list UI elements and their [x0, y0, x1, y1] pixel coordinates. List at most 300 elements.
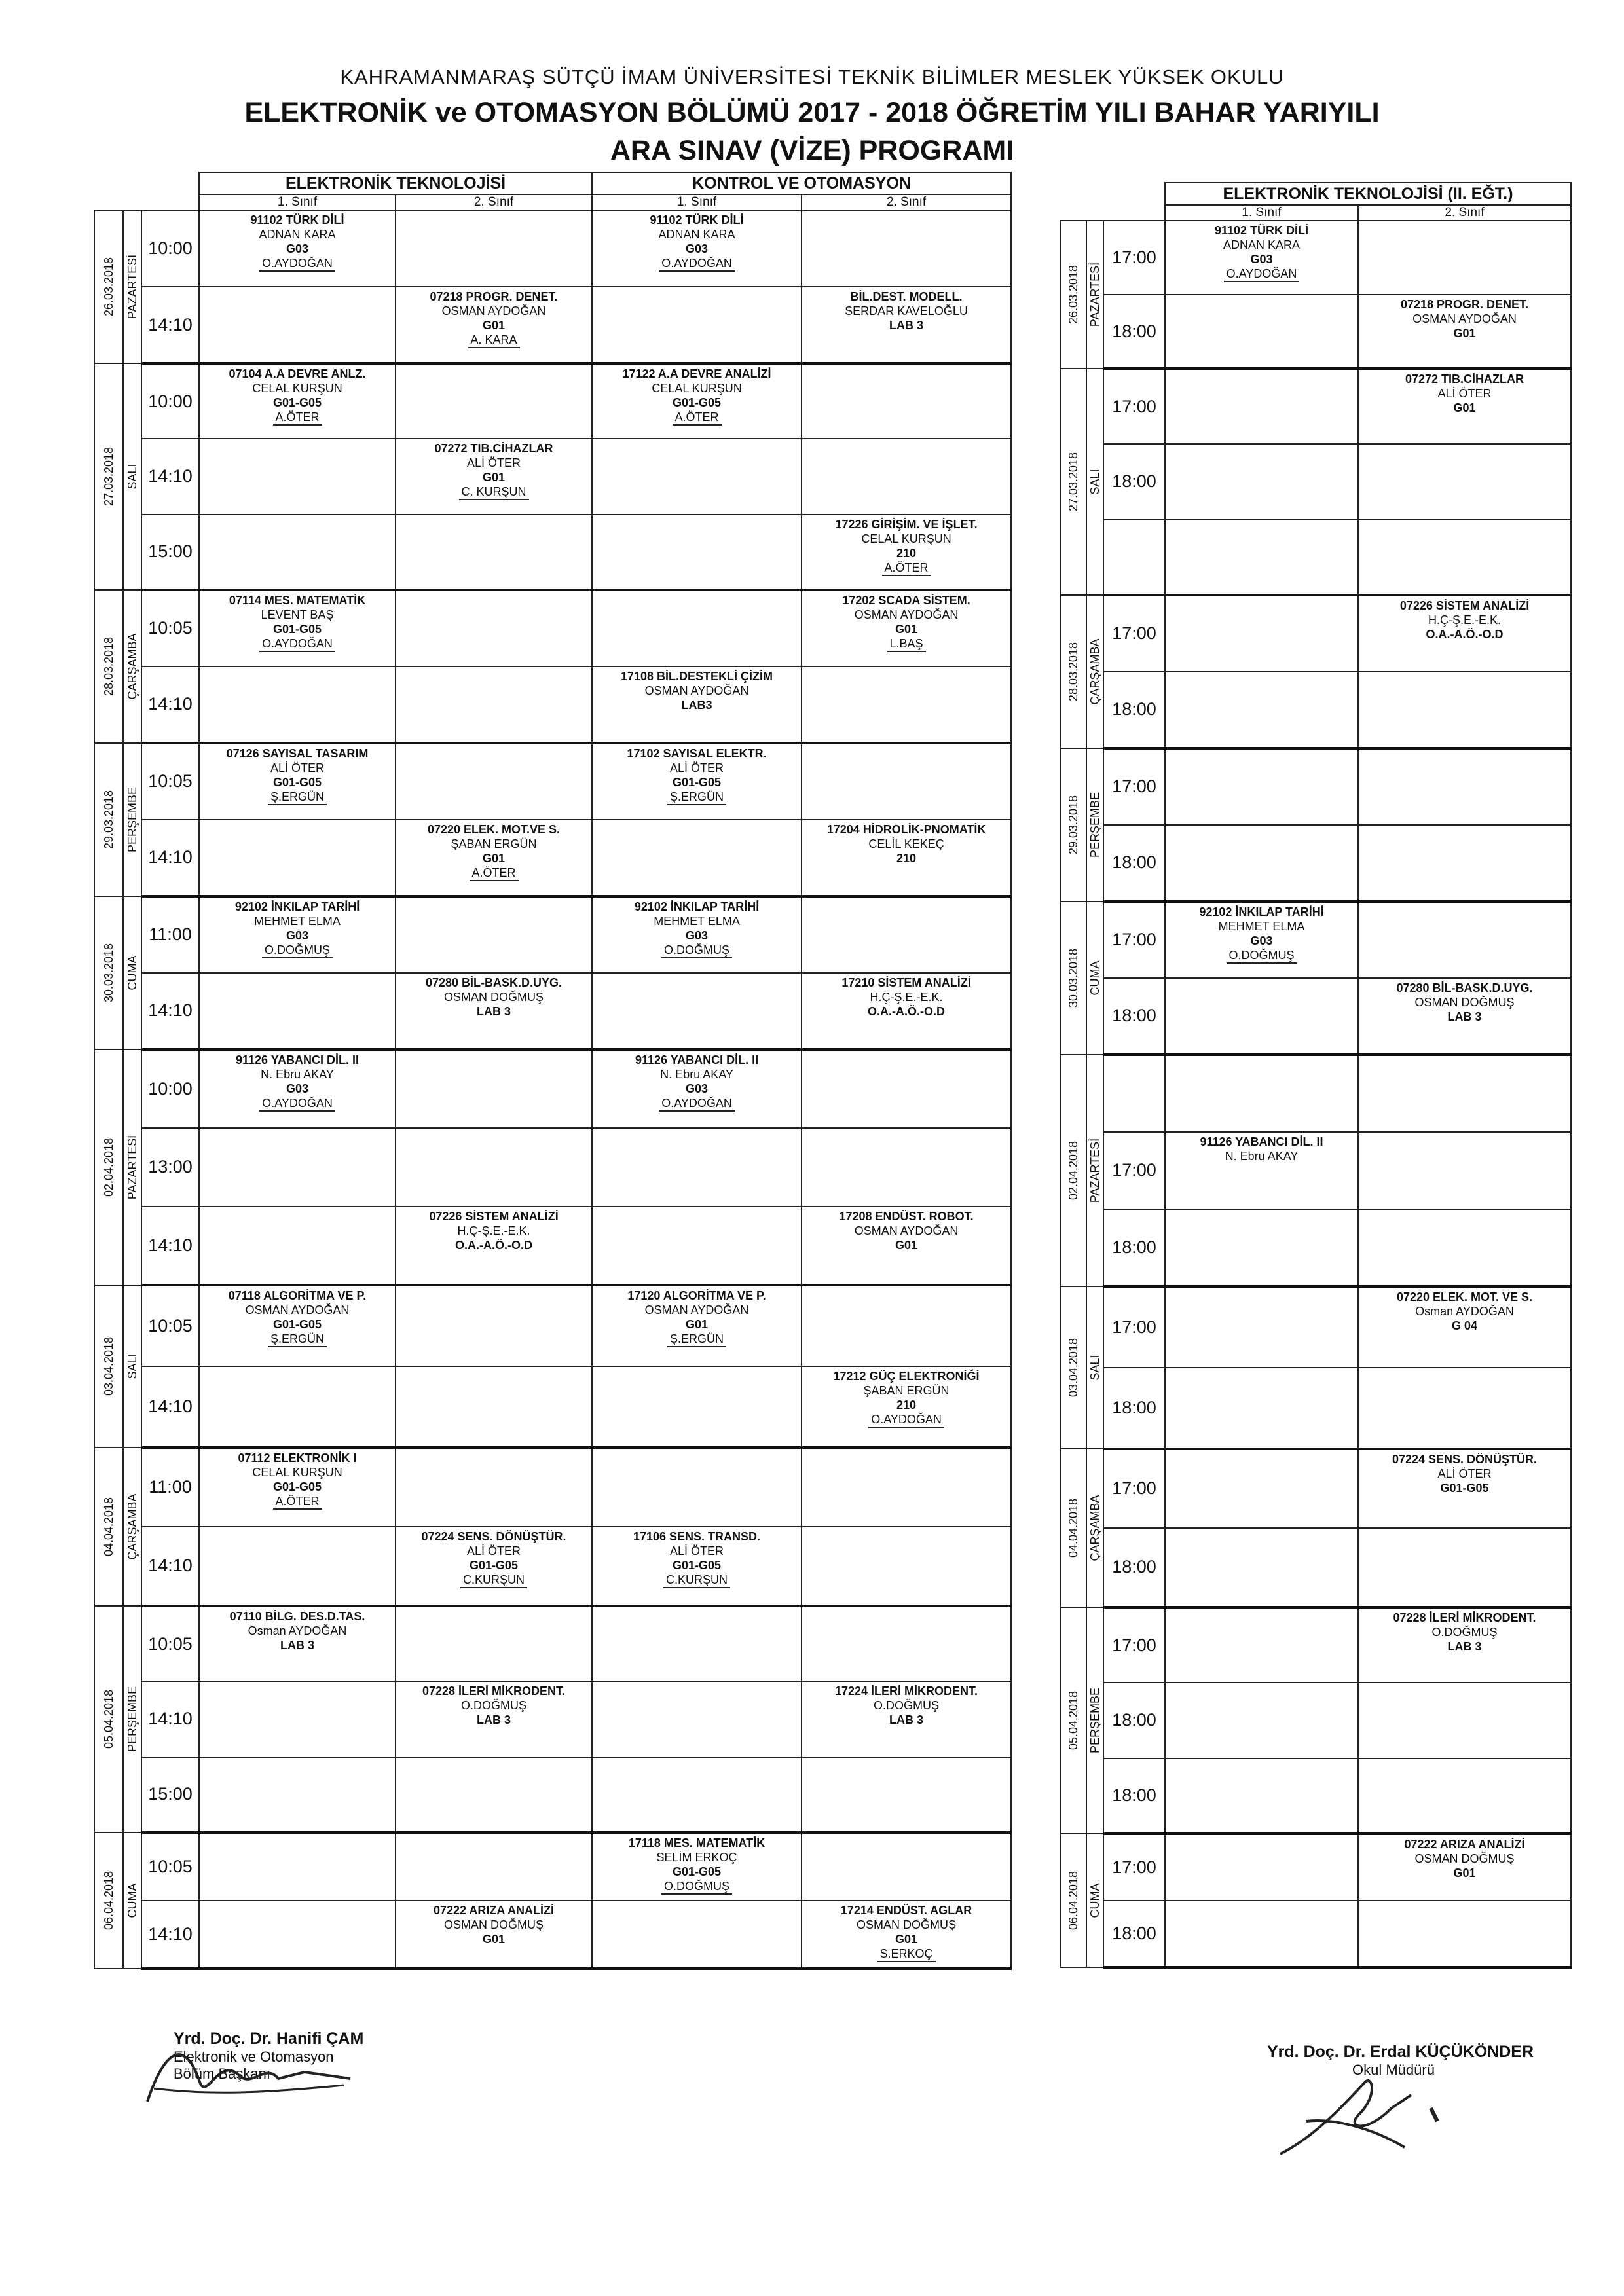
course-code-name: 07228 İLERİ MİKRODENT. [1393, 1611, 1536, 1624]
exam-weekday-label: PAZARTESİ [1088, 262, 1101, 327]
course-code-name: 17204 HİDROLİK-PNOMATİK [826, 822, 986, 836]
exam-cell [199, 590, 396, 666]
exam-room: G01 [1453, 327, 1476, 340]
teacher-name: H.Ç-Ş.E.-E.K. [457, 1224, 530, 1237]
exam-time: 17:00 [1103, 369, 1165, 444]
empty-exam-cell [802, 666, 1011, 743]
exam-weekday [123, 1832, 141, 1969]
course-code-name: 91102 TÜRK DİLİ [650, 213, 744, 227]
proctor-line [200, 256, 395, 272]
schedule-row [94, 1832, 1011, 1901]
signatory-title-right: Okul Müdürü [1352, 2062, 1435, 2078]
course-code-name: 91102 TÜRK DİLİ [1214, 224, 1309, 237]
empty-exam-cell [1358, 520, 1571, 595]
empty-exam-cell [802, 210, 1011, 287]
teacher-name: ADNAN KARA [1223, 238, 1301, 251]
teacher-name: ALİ ÖTER [1437, 1467, 1492, 1480]
exam-date-label: 02.04.2018 [102, 1137, 115, 1197]
exam-date [1060, 1055, 1086, 1286]
proctor-line [1166, 948, 1357, 964]
course-code-name: 07220 ELEK. MOT.VE S. [427, 822, 561, 836]
exam-time: 14:10 [141, 287, 199, 363]
teacher-name: OSMAN DOĞMUŞ [1414, 995, 1515, 1009]
empty-exam-cell [592, 820, 802, 896]
schedule-row [1060, 825, 1571, 902]
teacher-name: OSMAN AYDOĞAN [854, 608, 959, 621]
course-code-name: 07224 SENS. DÖNÜŞTÜR. [421, 1529, 566, 1543]
teacher-name: OSMAN AYDOĞAN [854, 1224, 959, 1237]
proctor-name: O.DOĞMUŞ [1227, 948, 1297, 964]
exam-room: LAB 3 [889, 1713, 924, 1727]
course-code-name: 17208 ENDÜST. ROBOT. [839, 1209, 974, 1223]
exam-cell [199, 1049, 396, 1128]
exam-time: 18:00 [1103, 672, 1165, 748]
exam-cell [199, 896, 396, 973]
proctor-name: O.AYDOĞAN [259, 636, 335, 652]
exam-date [1060, 748, 1086, 902]
exam-cell [802, 515, 1011, 590]
exam-cell [592, 1285, 802, 1366]
empty-exam-cell [592, 1606, 802, 1681]
empty-exam-cell [1358, 1758, 1571, 1834]
empty-exam-cell [802, 1285, 1011, 1366]
empty-exam-cell [1165, 1683, 1358, 1758]
exam-date [94, 1285, 123, 1448]
empty-exam-cell [396, 1606, 592, 1681]
empty-exam-cell [199, 1128, 396, 1207]
exam-cell [199, 1285, 396, 1366]
institution-name: KAHRAMANMARAŞ SÜTÇÜ İMAM ÜNİVERSİTESİ TEKNİK BİLİMLER MESLEK YÜKSEK OKULU [340, 65, 1284, 88]
exam-weekday [1086, 1607, 1103, 1834]
exam-cell [592, 363, 802, 439]
exam-cell [199, 1606, 396, 1681]
exam-weekday-label: ÇARŞAMBA [1088, 638, 1101, 705]
signatory-name-right: Yrd. Doç. Dr. Erdal KÜÇÜKÖNDER [1267, 2043, 1534, 2061]
empty-exam-cell [396, 896, 592, 973]
empty-exam-cell [1165, 1528, 1358, 1607]
empty-exam-cell [802, 1128, 1011, 1207]
schedule-row [94, 210, 1011, 287]
proctor-name: A.ÖTER [673, 410, 722, 426]
exam-room: G01 [483, 471, 506, 484]
empty-exam-cell [1165, 444, 1358, 519]
exam-date [1060, 1286, 1086, 1449]
teacher-name: N. Ebru AKAY [261, 1067, 334, 1081]
schedule-row [94, 1681, 1011, 1757]
schedule-row [1060, 1834, 1571, 1901]
course-code-name: 07272 TIB.CİHAZLAR [1405, 373, 1524, 386]
handwritten-signature-right [1267, 2056, 1477, 2174]
proctor-line [396, 866, 591, 881]
teacher-name: SERDAR KAVELOĞLU [845, 304, 968, 318]
teacher-name: OSMAN AYDOĞAN [245, 1303, 350, 1317]
exam-weekday [1086, 1286, 1103, 1449]
schedule-row [1060, 1683, 1571, 1758]
teacher-name: Osman AYDOĞAN [248, 1624, 347, 1637]
exam-room: G01 [686, 1317, 709, 1331]
exam-date [94, 363, 123, 590]
teacher-name: H.Ç-Ş.E.-E.K. [870, 990, 943, 1004]
proctor-line [200, 410, 395, 426]
exam-weekday-label: SALI [1088, 469, 1101, 495]
exam-date [1060, 902, 1086, 1055]
proctor-name: S.ERKOÇ [877, 1946, 936, 1962]
proctor-line [396, 484, 591, 500]
exam-date [94, 590, 123, 743]
course-code-name: 07226 SİSTEM ANALİZİ [429, 1209, 559, 1223]
exam-weekday-label: SALI [1088, 1355, 1101, 1381]
class-header: 2. Sınıf [396, 194, 592, 210]
teacher-name: ŞABAN ERGÜN [451, 837, 537, 850]
exam-room: G01-G05 [673, 775, 722, 789]
exam-weekday [1086, 595, 1103, 748]
empty-exam-cell [199, 666, 396, 743]
exam-time: 14:10 [141, 1681, 199, 1757]
exam-cell [1358, 369, 1571, 444]
exam-time: 10:05 [141, 1832, 199, 1901]
proctor-name: O.AYDOĞAN [659, 1096, 735, 1112]
empty-exam-cell [1358, 672, 1571, 748]
course-code-name: 17106 SENS. TRANSD. [633, 1529, 761, 1543]
exam-cell [199, 1448, 396, 1527]
exam-time: 17:00 [1103, 1286, 1165, 1368]
proctor-line [593, 1332, 801, 1347]
course-code-name: 07218 PROGR. DENET. [430, 290, 558, 303]
schedule-row [94, 1366, 1011, 1448]
exam-room: G01-G05 [272, 775, 322, 789]
proctor-name: A.ÖTER [273, 410, 322, 426]
exam-date-label: 30.03.2018 [102, 943, 115, 1003]
course-code-name: 07112 ELEKTRONİK I [238, 1451, 357, 1465]
schedule-row [94, 973, 1011, 1049]
empty-exam-cell [802, 896, 1011, 973]
empty-exam-cell [1358, 1368, 1571, 1449]
exam-cell [396, 1681, 592, 1757]
exam-room: G01 [1453, 401, 1476, 414]
exam-room: 210 [896, 851, 917, 865]
exam-cell [396, 1207, 592, 1285]
exam-date-label: 02.04.2018 [1067, 1140, 1080, 1201]
exam-room: G01-G05 [272, 622, 322, 636]
proctor-name: O.DOĞMUŞ [661, 1879, 732, 1895]
teacher-name: ALİ ÖTER [270, 761, 325, 774]
course-code-name: 07110 BİLG. DES.D.TAS. [229, 1609, 365, 1623]
exam-cell [592, 666, 802, 743]
exam-room: G01 [483, 319, 506, 332]
proctor-line [802, 636, 1010, 652]
teacher-name: MEHMET ELMA [1218, 919, 1305, 933]
exam-weekday [123, 363, 141, 590]
exam-room: O.A.-A.Ö.-O.D [455, 1238, 533, 1252]
exam-time: 11:00 [141, 1448, 199, 1527]
exam-time: 14:10 [141, 820, 199, 896]
exam-time: 18:00 [1103, 825, 1165, 902]
exam-room: 210 [896, 1398, 917, 1412]
exam-date-label: 28.03.2018 [102, 636, 115, 697]
exam-cell [592, 743, 802, 820]
exam-cell [1358, 1286, 1571, 1368]
exam-room: LAB 3 [477, 1713, 511, 1727]
course-code-name: 91126 YABANCI DİL. II [635, 1053, 759, 1066]
exam-cell [1358, 1607, 1571, 1683]
exam-time: 18:00 [1103, 444, 1165, 519]
empty-exam-cell [1165, 672, 1358, 748]
signatory-title-left-2: Bölüm Başkanı [174, 2066, 270, 2082]
teacher-name: OSMAN AYDOĞAN [441, 304, 546, 318]
teacher-name: LEVENT BAŞ [261, 608, 334, 621]
course-code-name: 07228 İLERİ MİKRODENT. [422, 1685, 566, 1698]
document-title: ELEKTRONİK ve OTOMASYON BÖLÜMÜ 2017 - 2018 ÖĞRETİM YILI BAHAR YARIYILI [244, 97, 1380, 128]
empty-exam-cell [199, 1527, 396, 1606]
exam-date-label: 29.03.2018 [102, 790, 115, 850]
proctor-line [200, 1096, 395, 1112]
teacher-name: CELAL KURŞUN [252, 382, 342, 395]
course-code-name: 91102 TÜRK DİLİ [250, 213, 344, 227]
teacher-name: OSMAN AYDOĞAN [644, 683, 749, 697]
exam-room: G03 [286, 928, 309, 942]
empty-exam-cell [1165, 1209, 1358, 1286]
empty-exam-cell [1358, 825, 1571, 902]
exam-cell [802, 973, 1011, 1049]
exam-room: G01-G05 [272, 1317, 322, 1331]
exam-room: G03 [686, 242, 709, 255]
course-code-name: 17210 SİSTEM ANALİZİ [841, 975, 971, 989]
group-header-elektronik: ELEKTRONİK TEKNOLOJİSİ [199, 172, 592, 194]
exam-cell [802, 1901, 1011, 1969]
proctor-name: Ş.ERGÜN [268, 1332, 327, 1347]
proctor-name: A.ÖTER [882, 560, 931, 576]
exam-cell [199, 210, 396, 287]
teacher-name: O.DOĞMUŞ [874, 1699, 940, 1713]
teacher-name: ŞABAN ERGÜN [863, 1383, 950, 1397]
exam-cell [802, 1207, 1011, 1285]
exam-time: 14:10 [141, 1207, 199, 1285]
exam-room: G01-G05 [673, 1558, 722, 1572]
empty-exam-cell [396, 1049, 592, 1128]
empty-exam-cell [592, 590, 802, 666]
exam-date-label: 04.04.2018 [1067, 1498, 1080, 1558]
empty-exam-cell [396, 363, 592, 439]
course-code-name: 17226 GİRİŞİM. VE İŞLET. [835, 517, 978, 531]
empty-exam-cell [1165, 1286, 1358, 1368]
course-code-name: 07220 ELEK. MOT. VE S. [1396, 1290, 1533, 1303]
exam-time: 10:05 [141, 1285, 199, 1366]
empty-exam-cell [802, 1757, 1011, 1832]
schedule-row [1060, 672, 1571, 748]
empty-exam-cell [199, 287, 396, 363]
empty-exam-cell [396, 1832, 592, 1901]
proctor-name: L.BAŞ [887, 636, 926, 652]
empty-exam-cell [802, 1527, 1011, 1606]
teacher-name: MEHMET ELMA [254, 914, 341, 928]
empty-exam-cell [802, 1448, 1011, 1527]
course-code-name: 07222 ARIZA ANALİZİ [1404, 1837, 1525, 1851]
empty-exam-cell [1358, 748, 1571, 825]
empty-exam-cell [199, 1832, 396, 1901]
teacher-name: ALİ ÖTER [467, 456, 521, 470]
exam-time: 10:00 [141, 210, 199, 287]
proctor-name: C. KURŞUN [459, 484, 529, 500]
exam-room: G01-G05 [673, 396, 722, 409]
exam-time: 18:00 [1103, 1901, 1165, 1967]
exam-room: G01-G05 [272, 1480, 322, 1493]
exam-cell [802, 590, 1011, 666]
teacher-name: N. Ebru AKAY [1225, 1149, 1299, 1163]
exam-room: LAB 3 [1447, 1010, 1482, 1023]
proctor-name: C.KURŞUN [663, 1573, 730, 1588]
empty-exam-cell [802, 743, 1011, 820]
exam-date [1060, 1834, 1086, 1967]
class-header: 1. Sınıf [1165, 205, 1358, 221]
proctor-line [593, 410, 801, 426]
proctor-name: O.AYDOĞAN [259, 256, 335, 272]
exam-time: 13:00 [141, 1128, 199, 1207]
exam-time: 18:00 [1103, 1758, 1165, 1834]
course-code-name: 17214 ENDÜST. AGLAR [840, 1903, 972, 1917]
proctor-line [1166, 266, 1357, 282]
empty-exam-cell [396, 210, 592, 287]
course-code-name: 17224 İLERİ MİKRODENT. [835, 1685, 978, 1698]
course-code-name: 07226 SİSTEM ANALİZİ [1399, 598, 1530, 612]
exam-room: G01 [895, 1238, 918, 1252]
exam-time: 10:05 [141, 1606, 199, 1681]
schedule-row [1060, 978, 1571, 1055]
exam-room: O.A.-A.Ö.-O.D [868, 1004, 946, 1018]
exam-weekday-label: ÇARŞAMBA [126, 633, 139, 700]
course-code-name: 07280 BİL-BASK.D.UYG. [425, 975, 563, 989]
schedule-row [1060, 369, 1571, 444]
empty-exam-cell [1358, 444, 1571, 519]
exam-weekday-label: PERŞEMBE [1088, 1687, 1101, 1753]
empty-exam-cell [592, 1366, 802, 1448]
exam-cell [592, 1832, 802, 1901]
empty-exam-cell [1358, 1528, 1571, 1607]
class-header: 2. Sınıf [1358, 205, 1571, 221]
schedule-row [1060, 1901, 1571, 1967]
exam-room: G01-G05 [272, 396, 322, 409]
exam-room: LAB 3 [477, 1004, 511, 1018]
exam-cell [1165, 902, 1358, 978]
empty-exam-cell [802, 363, 1011, 439]
schedule-row [94, 363, 1011, 439]
teacher-name: OSMAN DOĞMUŞ [1414, 1851, 1515, 1865]
exam-time: 14:10 [141, 973, 199, 1049]
exam-cell [396, 287, 592, 363]
teacher-name: ALİ ÖTER [467, 1544, 521, 1558]
exam-time: 18:00 [1103, 978, 1165, 1055]
exam-room: LAB 3 [280, 1638, 315, 1652]
exam-date [1060, 1449, 1086, 1607]
teacher-name: ALİ ÖTER [670, 761, 724, 774]
exam-room: LAB 3 [889, 319, 924, 332]
exam-weekday [1086, 221, 1103, 369]
schedule-row [94, 1901, 1011, 1969]
exam-weekday [123, 210, 141, 363]
course-code-name: 17120 ALGORİTMA VE P. [627, 1288, 766, 1302]
course-code-name: 07280 BİL-BASK.D.UYG. [1396, 981, 1533, 994]
empty-exam-cell [1358, 221, 1571, 295]
proctor-line [200, 943, 395, 958]
exam-cell [1358, 978, 1571, 1055]
exam-time: 14:10 [141, 666, 199, 743]
empty-exam-cell [1165, 1368, 1358, 1449]
course-code-name: 17122 A.A DEVRE ANALİZİ [622, 367, 771, 380]
empty-exam-cell [592, 287, 802, 363]
exam-time: 17:00 [1103, 1834, 1165, 1901]
empty-exam-cell [1165, 1834, 1358, 1901]
course-code-name: 92102 İNKILAP TARİHİ [634, 900, 760, 913]
empty-exam-cell [1358, 1055, 1571, 1132]
empty-exam-cell [592, 439, 802, 514]
empty-exam-cell [396, 1366, 592, 1448]
schedule-row [1060, 595, 1571, 672]
exam-weekday-label: SALI [126, 1353, 139, 1379]
exam-room: G 04 [1452, 1319, 1478, 1332]
teacher-name: CELAL KURŞUN [252, 1465, 342, 1479]
proctor-line [593, 1096, 801, 1112]
empty-exam-cell [802, 439, 1011, 514]
course-code-name: BİL.DEST. MODELL. [850, 290, 963, 303]
exam-weekday [123, 743, 141, 896]
exam-time [1103, 1055, 1165, 1132]
empty-exam-cell [1165, 295, 1358, 369]
empty-exam-cell [1358, 1901, 1571, 1967]
empty-exam-cell [199, 820, 396, 896]
exam-weekday-label: ÇARŞAMBA [1088, 1495, 1101, 1561]
empty-exam-cell [1165, 748, 1358, 825]
exam-weekday [123, 896, 141, 1049]
empty-exam-cell [1358, 902, 1571, 978]
teacher-name: OSMAN DOĞMUŞ [444, 990, 544, 1004]
empty-exam-cell [396, 1757, 592, 1832]
exam-weekday [123, 590, 141, 743]
exam-time: 18:00 [1103, 295, 1165, 369]
empty-exam-cell [1358, 1683, 1571, 1758]
class-header: 1. Sınıf [592, 194, 802, 210]
exam-weekday [123, 1606, 141, 1832]
schedule-row [1060, 1449, 1571, 1528]
empty-exam-cell [396, 1285, 592, 1366]
empty-exam-cell [1165, 825, 1358, 902]
course-code-name: 07126 SAYISAL TASARIM [226, 746, 369, 760]
exam-weekday-label: PERŞEMBE [126, 1686, 139, 1752]
course-code-name: 17118 MES. MATEMATİK [628, 1836, 766, 1850]
exam-date-label: 30.03.2018 [1067, 948, 1080, 1008]
proctor-line [802, 560, 1010, 576]
proctor-line [593, 256, 801, 272]
empty-exam-cell [592, 515, 802, 590]
proctor-line [200, 1332, 395, 1347]
exam-weekday-label: PAZARTESİ [126, 254, 139, 319]
schedule-row [94, 287, 1011, 363]
exam-weekday [123, 1285, 141, 1448]
proctor-line [396, 333, 591, 348]
empty-exam-cell [396, 590, 592, 666]
empty-exam-cell [1165, 1901, 1358, 1967]
schedule-row [94, 896, 1011, 973]
exam-date [1060, 1607, 1086, 1834]
teacher-name: ALİ ÖTER [1437, 387, 1492, 400]
empty-exam-cell [1165, 1758, 1358, 1834]
exam-date [94, 896, 123, 1049]
exam-room: G01 [895, 1932, 918, 1946]
exam-date [94, 1448, 123, 1606]
exam-date-label: 28.03.2018 [1067, 642, 1080, 702]
exam-date [1060, 595, 1086, 748]
exam-date-label: 05.04.2018 [102, 1689, 115, 1749]
empty-exam-cell [592, 1128, 802, 1207]
exam-cell [396, 973, 592, 1049]
